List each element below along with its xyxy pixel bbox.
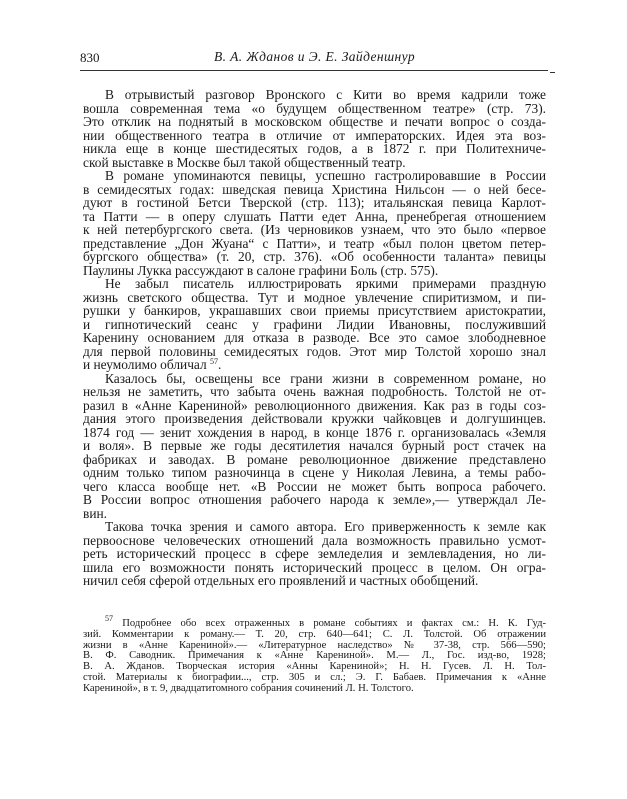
footnote-reference[interactable]: 57 <box>210 357 219 366</box>
text-line: рушки у банкиров, украшавших свои приемы присутствием аристократии, <box>83 303 546 318</box>
text-line: ничил себя сферой отдельных его проявлений и частных обобщений. <box>83 573 479 588</box>
text-line: бургского общества» (т. 20, стр. 376). «Об особенности таланта» певицы <box>83 249 546 264</box>
text-line: жизнь светского общества. Тут и модное увлечение спиритизмом, и пи- <box>83 289 546 305</box>
header-rule <box>80 70 548 71</box>
text-line: чего класса вообще нет. «В России не может быть вопроса рабочего. <box>83 478 546 494</box>
text-line: Паулины Лукка рассуждают в салоне графини Боль (стр. 575). <box>83 262 439 278</box>
text-line: фабриках и заводах. В романе революционное движение представлено <box>83 451 546 467</box>
text-line: вин. <box>83 505 108 521</box>
footnote-text: Подробнее обо всех отраженных в романе событиях и фактах см.: Н. К. Гуд- <box>122 618 546 629</box>
text-line: та Патти — в оперу слушать Патти едет Анна, пренебрегая отношением <box>83 208 546 224</box>
text-line: одним только типом разночинца в сцене у Николая Левина, а темы рабо- <box>83 465 546 480</box>
text-line: и гипнотический сеанс у графини Лидии Ивановны, послуживший <box>83 316 546 332</box>
running-header: В. А. Жданов и Э. Е. Зайденшнур <box>213 49 416 64</box>
text-line: в семидесятых годах: шведская певица Христина Нильсон — о ней бесе- <box>83 181 546 197</box>
header-rule-mark <box>550 72 555 73</box>
text-line: шила его возможности понять исторический процесс в целом. Он огра- <box>83 559 546 575</box>
text-line: дания этого произведения действовали кружки чайковцев и долгушинцев. <box>83 411 546 426</box>
footnote-marker: 57 <box>105 614 113 623</box>
text-line: Не забыл писатель иллюстрировать яркими примерами праздную <box>105 276 546 291</box>
text-line: первооснове человеческих отношений дала возможность правильно усмот- <box>83 532 546 548</box>
text-line: В романе упоминаются певицы, успешно гастролировавшие в России <box>105 168 546 183</box>
text-line: вошла современная тема «о будущем общественном театре» (стр. 73). <box>83 100 546 116</box>
text-line: ской выставке в Москве был такой общественный театр. <box>83 154 406 170</box>
body-text <box>83 88 546 588</box>
footnote-line: стой. Материалы к биографии..., стр. 305 и сл.; Э. Г. Бабаев. Примечания к «Анне <box>83 671 546 683</box>
text-line: Казалось бы, освещены все грани жизни в современном романе, но <box>105 370 546 386</box>
text-line: нельзя не заметить, что забыта очень важная подробность. Толстой не от- <box>83 384 546 399</box>
page-number: 830 <box>80 50 100 65</box>
line-text: и неумолимо обличал <box>83 357 211 372</box>
footnote-line: зий. Комментарии к роману.— Т. 20, стр. 640—641; С. Л. Толстой. Об отражении <box>83 628 546 640</box>
footnote <box>83 614 546 695</box>
text-line: Такова точка зрения и самого автора. Его приверженность к земле как <box>105 519 546 534</box>
footnote-line: жизни в «Анне Карениной».— «Литературное наследство» № 37-38, стр. 566—590; <box>83 639 546 651</box>
text-line: 1874 год — зенит хождения в народ, в конце 1876 г. организовалась «Земля <box>83 424 546 440</box>
text-line: реть исторический процесс в сфере земледелия и землевладения, но ли- <box>83 546 546 561</box>
text-line: к ней петербургского света. (Из черновиков узнаем, что это было «первое <box>83 222 546 237</box>
footnote-line: В. А. Жданов. Творческая история «Анны Карениной»; Н. Н. Гусев. Л. Н. Тол- <box>83 661 546 673</box>
text-line: Каренину основанием для отказа в разводе. Все это самое злободневное <box>83 330 546 345</box>
text-line: представление „Дон Жуана“ с Патти», и театр «был полон цветом петер- <box>83 235 546 251</box>
footnote-line: В. Ф. Саводник. Примечания к «Анне Карениной». М.— Л., Гос. изд-во, 1928; <box>83 650 546 662</box>
line-text: . <box>218 357 222 372</box>
text-line: нии общественного театра в отличие от императорских. Идея эта воз- <box>83 127 546 143</box>
text-line: для первой половины семидесятых годов. Этот мир Толстой хорошо знал <box>83 343 546 359</box>
text-line: В отрывистый разговор Вронского с Кити во время кадрили тоже <box>105 87 546 102</box>
text-line: дуют в гостиной Бетси Тверской (стр. 113); итальянская певица Карлот- <box>83 195 546 210</box>
text-line: Это отклик на поднятый в московском обществе и печати вопрос о созда- <box>83 114 546 129</box>
text-line: разил в «Анне Карениной» революционного движения. Как раз в годы соз- <box>83 397 546 413</box>
text-line: и воля». В первые же годы десятилетия начался бурный рост стачек на <box>83 438 546 453</box>
text-line: В России вопрос отношения рабочего народа к земле»,— утверждал Ле- <box>83 492 546 507</box>
text-line <box>83 358 546 372</box>
footnote-line: Карениной», в т. 9, двадцатитомного собрания сочинений Л. Н. Толстого. <box>83 682 414 694</box>
text-line: никла еще в конце шестидесятых годов, а в 1872 г. при Политехниче- <box>83 141 546 156</box>
